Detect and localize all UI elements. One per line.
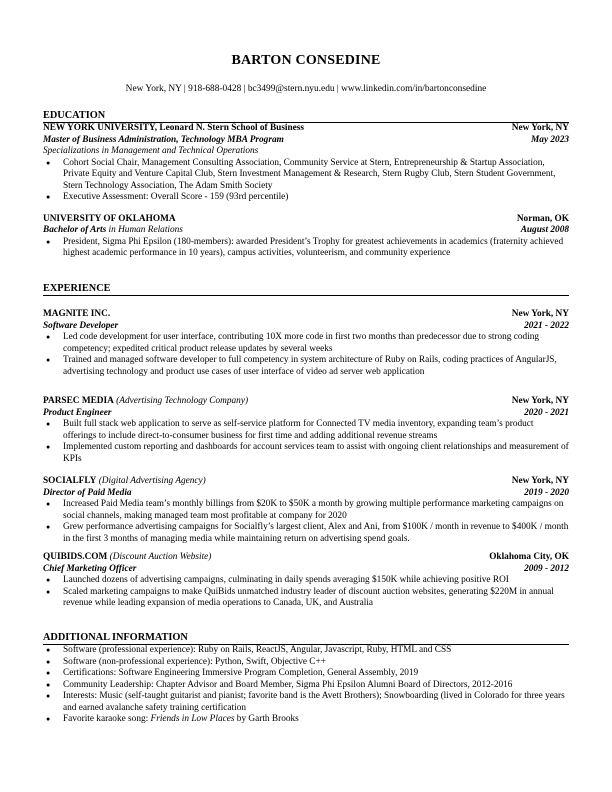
degree-date: August 2008 (520, 225, 569, 235)
job-location: New York, NY (511, 396, 569, 406)
list-item: ● President, Sigma Phi Epsilon (180-members): awarded President’s Trophy for greatest achievements in academics (fraternity achieved highest academic performance in 10 years), campus activities, volunteerism, and community experience (43, 237, 569, 260)
school-name: NEW YORK UNIVERSITY, Leonard N. Stern School of Business (43, 123, 305, 133)
list-item: ● Interests: Music (self-taught guitarist and pianist; favorite band is the Avett Brothers); Snowboarding (lived in Colorado for three years and earned avalanche safety training certification (43, 691, 569, 714)
job-role: Product Engineer (43, 407, 112, 418)
degree-field: in Human Relations (106, 225, 183, 235)
school-header (43, 214, 569, 226)
degree: Master of Business Administration, Technology MBA Program (43, 134, 284, 145)
section-title: EXPERIENCE (43, 283, 569, 296)
role-row (43, 321, 569, 333)
bullet-list (43, 332, 569, 378)
list-item: ● Software (professional experience): Ruby on Rails, ReactJS, Angular, Javascript, Ruby, HTML and CSS (43, 645, 569, 657)
company-desc: (Discount Auction Website) (107, 552, 212, 562)
company-row (43, 476, 569, 488)
company-desc: (Advertising Technology Company) (113, 396, 249, 406)
list-item: ● Certifications: Software Engineering Immersive Program Completion, General Assembly, 2019 (43, 668, 569, 680)
job-entry (43, 476, 569, 545)
school-location: New York, NY (511, 123, 569, 133)
contact-line: New York, NY | 918-688-0428 | bc3499@stern.nyu.edu | www.linkedin.com/in/bartonconsedine (125, 84, 487, 94)
job-location: Oklahoma City, OK (489, 552, 569, 562)
company-row (43, 552, 569, 564)
karaoke-song: Friends in Low Places (150, 714, 235, 724)
list-item: ● Built full stack web application to serve as self-service platform for Connected TV media inventory, expanding team’s product offerings to include direct-to-consumer business for first time and adding additional revenue streams (43, 419, 569, 442)
list-item: ● Grew performance advertising campaigns for Socialfly’s largest client, Alex and Ani, from $100K / month in revenue to $400K / month in the first 3 months of managing media while maintaining return on advertising spend goals. (43, 522, 569, 545)
list-item: ● Implemented custom reporting and dashboards for account services team to assist with ongoing client relationships and measurement of KPIs (43, 442, 569, 465)
specialization: Specializations in Management and Technical Operations (43, 146, 259, 156)
school-header (43, 123, 569, 135)
bullet-list (43, 499, 569, 545)
job-date: 2019 - 2020 (524, 487, 569, 498)
list-item: ● Led code development for user interface, contributing 10X more code in first two months than predecessor due to strong coding competency; expedited critical product release updates by several weeks (43, 332, 569, 355)
list-item: ● Scaled marketing campaigns to make QuiBids unmatched industry leader of discount auction websites, generating $220M in annual revenue while leading expansion of media operations to Canada, UK, and Australia (43, 587, 569, 610)
list-item: ● Trained and managed software developer to full competency in system architecture of Ruby on Rails, coding practices of AngularJS, advertising technology and product use cases of user interface of video ad server web application (43, 355, 569, 378)
experience-section (43, 283, 569, 610)
bullet-list (43, 575, 569, 610)
role-row (43, 488, 569, 500)
list-item: ● Community Leadership: Chapter Advisor and Board Member, Sigma Phi Epsilon Alumni Board of Directors, 2012-2016 (43, 680, 569, 692)
karaoke-prefix: Favorite karaoke song: (63, 714, 151, 724)
school-location: Norman, OK (516, 213, 569, 224)
company-row (43, 309, 569, 321)
list-item: ● Software (non-professional experience): Python, Swift, Objective C++ (43, 657, 569, 669)
company-name: MAGNITE INC. (43, 309, 111, 319)
bullet-list (43, 419, 569, 465)
candidate-name: BARTON CONSEDINE (231, 53, 381, 68)
section-title: ADDITIONAL INFORMATION (43, 632, 569, 645)
list-item: ● Cohort Social Chair, Management Consulting Association, Community Service at Stern, Entrepreneurship & Startup Association, Private Equity and Venture Capital Club, Stern Investment Management & Research, Stern Rugby Club, Stern Student Government, Stern Technology Association, The Adam Smith Society (43, 158, 569, 193)
job-date: 2009 - 2012 (524, 563, 569, 574)
job-entry (43, 396, 569, 465)
degree: Bachelor of Arts (43, 225, 107, 235)
school-name: UNIVERSITY OF OKLAHOMA (43, 213, 176, 224)
job-entry (43, 309, 569, 378)
job-location: New York, NY (511, 309, 569, 319)
job-location: New York, NY (511, 476, 569, 486)
job-date: 2020 - 2021 (524, 407, 569, 418)
company-name: PARSEC MEDIA (43, 396, 114, 406)
job-role: Chief Marketing Officer (43, 563, 137, 574)
company-name: SOCIALFLY (43, 476, 97, 486)
job-entry (43, 552, 569, 610)
bullet-list (43, 645, 569, 726)
list-item: ● Executive Assessment: Overall Score - 159 (93rd percentile) (43, 192, 569, 204)
additional-section (43, 632, 569, 726)
company-desc: (Digital Advertising Agency) (96, 476, 206, 486)
bullet-list (43, 158, 569, 204)
list-item: ● Increased Paid Media team’s monthly billings from $20K to $50K a month by growing multiple performance marketing campaigns on social channels, making managed team most profitable at company for 2020 (43, 499, 569, 522)
job-role: Director of Paid Media (43, 487, 132, 498)
company-name: QUIBIDS.COM (43, 552, 108, 562)
list-item: ● Launched dozens of advertising campaigns, culminating in daily spends averaging $150K while achieving positive ROI (43, 575, 569, 587)
karaoke-suffix: by Garth Brooks (234, 714, 299, 724)
section-title: EDUCATION (43, 110, 569, 123)
job-role: Software Developer (43, 320, 119, 331)
job-date: 2021 - 2022 (524, 320, 569, 331)
degree-date: May 2023 (531, 134, 569, 145)
company-row (43, 396, 569, 408)
role-row (43, 564, 569, 576)
education-section (43, 110, 569, 260)
list-item (43, 714, 569, 726)
bullet-list (43, 237, 569, 260)
degree-row (43, 135, 569, 147)
role-row (43, 408, 569, 420)
degree-row (43, 225, 569, 237)
